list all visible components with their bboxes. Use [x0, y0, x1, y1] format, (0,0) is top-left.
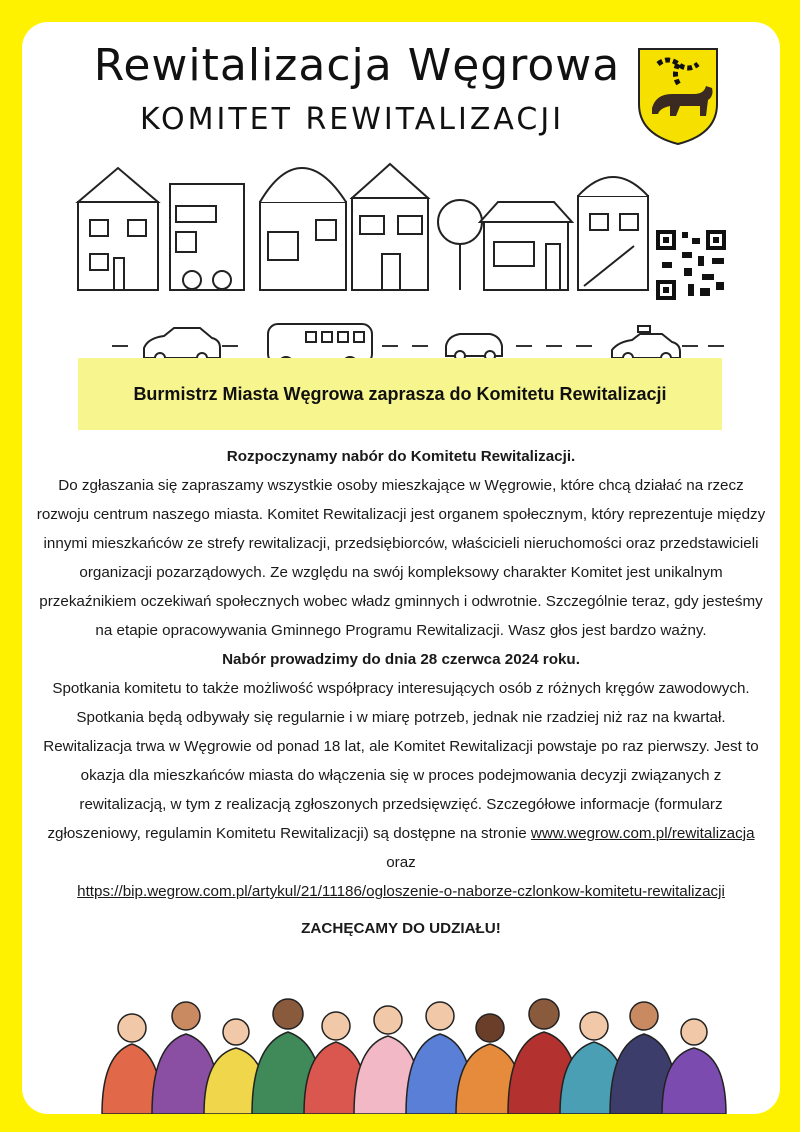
heading-deadline: Nabór prowadzimy do dnia 28 czerwca 2024 roku.	[222, 651, 580, 668]
paragraph-details-text: Spotkania komitetu to także możliwość współpracy interesujących osób z różnych kręgów zawodowych. Spotkania będą odbywały się regularnie i w miarę potrzeb, jednak nie rzadziej niż raz na kwartał. Rewitalizacja trwa w Węgrowie od ponad 18 lat, ale Komitet Rewitalizacji powstaje po raz pierwszy. Jest to okazja dla mieszkańców miasta do włączenia się w proces podejmowania decyzji związanych z rewitalizacją, w tym z realizacją zgłoszonych przedsięwzięć. Szczegółowe informacje (formularz zgłoszeniowy, regulamin Komitetu Rewitalizacji) są dostępne na stronie	[43, 680, 759, 842]
qr-code-icon	[654, 228, 728, 302]
town-illustration	[72, 162, 732, 362]
heading-recruitment: Rozpoczynamy nabór do Komitetu Rewitalizacji.	[226, 448, 576, 465]
link-rewitalizacja[interactable]: www.wegrow.com.pl/rewitalizacja	[530, 825, 755, 842]
people-illustration	[92, 972, 732, 1114]
taxi-icon	[612, 326, 680, 362]
car-icon	[446, 334, 502, 361]
page-subtitle: KOMITET REWITALIZACJI	[139, 102, 565, 137]
and-text: oraz	[386, 854, 416, 871]
bus-icon	[268, 324, 372, 362]
link-bip[interactable]: https://bip.wegrow.com.pl/artykul/21/11186/ogloszenie-o-naborze-czlonkow-komitetu-rewitalizacji	[77, 883, 725, 900]
page-title: Rewitalizacja Węgrowa	[93, 40, 621, 91]
invitation-banner	[78, 358, 722, 430]
paragraph-details	[36, 674, 766, 906]
coat-of-arms-icon	[636, 46, 720, 146]
announcement-body	[36, 442, 766, 943]
banner-text: Burmistrz Miasta Węgrowa zaprasza do Komitetu Rewitalizacji	[133, 383, 667, 404]
closing-call: ZACHĘCAMY DO UDZIAŁU!	[301, 920, 501, 937]
paragraph-intro: Do zgłaszania się zapraszamy wszystkie osoby mieszkające w Węgrowie, które chcą działać na rzecz rozwoju centrum naszego miasta. Komitet Rewitalizacji jest organem społecznym, który reprezentuje między innymi mieszkańców ze strefy rewitalizacji, przedsiębiorców, właścicieli nieruchomości oraz przedstawicieli organizacji pozarządowych. Ze względu na swój kompleksowy charakter Komitet jest unikalnym przekaźnikiem oczekiwań społecznych wobec władz gminnych i odwrotnie. Szczególnie teraz, gdy jesteśmy na etapie opracowywania Gminnego Programu Rewitalizacji. Wasz głos jest bardzo ważny.	[36, 477, 766, 639]
poster	[22, 22, 780, 1114]
car-icon	[144, 328, 220, 362]
